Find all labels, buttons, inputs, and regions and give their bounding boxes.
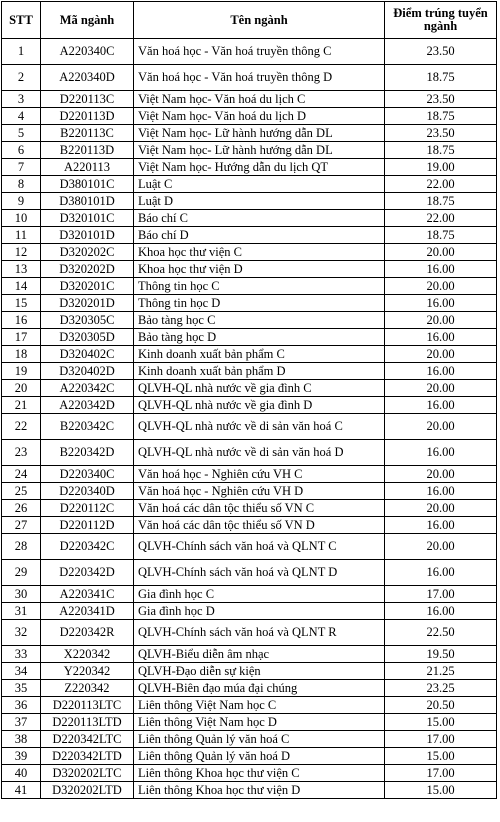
- table-row: [2, 603, 497, 620]
- cell-stt: 7: [2, 159, 41, 176]
- cell-ten-nganh: Liên thông Việt Nam học D: [134, 714, 385, 731]
- cell-stt: 32: [2, 620, 41, 646]
- cell-stt: 8: [2, 176, 41, 193]
- table-row: [2, 159, 497, 176]
- cell-diem: 18.75: [385, 142, 497, 159]
- cell-stt: 34: [2, 663, 41, 680]
- cell-diem: 18.75: [385, 65, 497, 91]
- cell-stt: 25: [2, 483, 41, 500]
- cell-diem: 22.00: [385, 176, 497, 193]
- table-body: [2, 39, 497, 799]
- cell-diem: 16.00: [385, 440, 497, 466]
- document: [1, 1, 497, 799]
- cell-diem: 20.00: [385, 414, 497, 440]
- cell-stt: 24: [2, 466, 41, 483]
- cell-diem: 16.00: [385, 483, 497, 500]
- table-row: [2, 517, 497, 534]
- cell-ten-nganh: QLVH-QL nhà nước về gia đình D: [134, 397, 385, 414]
- cell-diem: 22.00: [385, 210, 497, 227]
- cell-ma-nganh: D380101D: [41, 193, 134, 210]
- cell-ten-nganh: Việt Nam học- Lữ hành hướng dẫn DL: [134, 142, 385, 159]
- cell-stt: 12: [2, 244, 41, 261]
- cell-ma-nganh: D320305C: [41, 312, 134, 329]
- cell-ma-nganh: A220342D: [41, 397, 134, 414]
- table-row: [2, 329, 497, 346]
- cell-diem: 16.00: [385, 295, 497, 312]
- cell-ma-nganh: D220342R: [41, 620, 134, 646]
- header-ten-nganh: Tên ngành: [134, 2, 385, 39]
- header-ma-nganh: Mã ngành: [41, 2, 134, 39]
- table-row: [2, 142, 497, 159]
- cell-stt: 33: [2, 646, 41, 663]
- cell-ma-nganh: D220340D: [41, 483, 134, 500]
- table-row: [2, 39, 497, 65]
- cell-ma-nganh: A220341D: [41, 603, 134, 620]
- cell-diem: 16.00: [385, 363, 497, 380]
- cell-ten-nganh: Văn hoá học - Nghiên cứu VH D: [134, 483, 385, 500]
- cell-diem: 19.00: [385, 159, 497, 176]
- cell-stt: 11: [2, 227, 41, 244]
- cell-stt: 26: [2, 500, 41, 517]
- cell-stt: 21: [2, 397, 41, 414]
- cell-ma-nganh: X220342: [41, 646, 134, 663]
- cell-stt: 28: [2, 534, 41, 560]
- cell-diem: 18.75: [385, 108, 497, 125]
- cell-stt: 15: [2, 295, 41, 312]
- cell-ten-nganh: QLVH-Biên đạo múa đại chúng: [134, 680, 385, 697]
- cell-ten-nganh: QLVH-Biểu diễn âm nhạc: [134, 646, 385, 663]
- cell-diem: 17.00: [385, 586, 497, 603]
- table-row: [2, 278, 497, 295]
- cell-diem: 20.00: [385, 312, 497, 329]
- table-row: [2, 500, 497, 517]
- cell-ma-nganh: D380101C: [41, 176, 134, 193]
- cell-ma-nganh: D220113C: [41, 91, 134, 108]
- table-row: [2, 312, 497, 329]
- cell-diem: 23.50: [385, 125, 497, 142]
- table-row: [2, 440, 497, 466]
- table-row: [2, 125, 497, 142]
- cell-stt: 35: [2, 680, 41, 697]
- cell-ma-nganh: D220112C: [41, 500, 134, 517]
- cell-stt: 3: [2, 91, 41, 108]
- cell-ma-nganh: D320202D: [41, 261, 134, 278]
- cell-stt: 18: [2, 346, 41, 363]
- cell-diem: 16.00: [385, 261, 497, 278]
- table-row: [2, 261, 497, 278]
- cell-diem: 16.00: [385, 329, 497, 346]
- table-row: [2, 466, 497, 483]
- cell-diem: 17.00: [385, 765, 497, 782]
- cell-ma-nganh: D220342C: [41, 534, 134, 560]
- cell-ten-nganh: QLVH-Chính sách văn hoá và QLNT C: [134, 534, 385, 560]
- table-row: [2, 193, 497, 210]
- cell-diem: 17.00: [385, 731, 497, 748]
- cell-stt: 20: [2, 380, 41, 397]
- cell-ten-nganh: Việt Nam học- Lữ hành hướng dẫn DL: [134, 125, 385, 142]
- table-row: [2, 244, 497, 261]
- cell-stt: 41: [2, 782, 41, 799]
- cell-stt: 13: [2, 261, 41, 278]
- cell-diem: 23.50: [385, 91, 497, 108]
- table-row: [2, 210, 497, 227]
- cell-ma-nganh: D320202LTD: [41, 782, 134, 799]
- cell-ten-nganh: Liên thông Quản lý văn hoá C: [134, 731, 385, 748]
- cell-ten-nganh: Bảo tàng học D: [134, 329, 385, 346]
- cell-diem: 22.50: [385, 620, 497, 646]
- cell-ma-nganh: D320201C: [41, 278, 134, 295]
- table-header-row: [2, 2, 497, 39]
- cell-ma-nganh: A220113: [41, 159, 134, 176]
- cell-ten-nganh: QLVH-Chính sách văn hoá và QLNT D: [134, 560, 385, 586]
- table-row: [2, 380, 497, 397]
- cell-ten-nganh: Liên thông Việt Nam học C: [134, 697, 385, 714]
- cell-ten-nganh: Việt Nam học- Hướng dẫn du lịch QT: [134, 159, 385, 176]
- cell-stt: 22: [2, 414, 41, 440]
- cell-ten-nganh: QLVH-Chính sách văn hoá và QLNT R: [134, 620, 385, 646]
- table-row: [2, 560, 497, 586]
- cell-ten-nganh: QLVH-Đạo diễn sự kiện: [134, 663, 385, 680]
- cell-ma-nganh: D220113LTD: [41, 714, 134, 731]
- table-row: [2, 65, 497, 91]
- cell-stt: 39: [2, 748, 41, 765]
- cell-diem: 20.00: [385, 534, 497, 560]
- cell-ma-nganh: A220342C: [41, 380, 134, 397]
- table-row: [2, 680, 497, 697]
- cell-ma-nganh: D320402D: [41, 363, 134, 380]
- table-row: [2, 363, 497, 380]
- cell-ma-nganh: B220342C: [41, 414, 134, 440]
- cell-ma-nganh: A220340D: [41, 65, 134, 91]
- cell-diem: 20.00: [385, 244, 497, 261]
- cell-stt: 31: [2, 603, 41, 620]
- table-row: [2, 748, 497, 765]
- cell-ma-nganh: D320202C: [41, 244, 134, 261]
- cell-ten-nganh: Kinh doanh xuất bản phẩm C: [134, 346, 385, 363]
- table-row: [2, 765, 497, 782]
- cell-ten-nganh: Luật C: [134, 176, 385, 193]
- table-row: [2, 534, 497, 560]
- cell-stt: 27: [2, 517, 41, 534]
- cell-diem: 16.00: [385, 603, 497, 620]
- cell-ma-nganh: B220113C: [41, 125, 134, 142]
- cell-stt: 23: [2, 440, 41, 466]
- header-stt: STT: [2, 2, 41, 39]
- cell-ten-nganh: Văn hoá các dân tộc thiểu số VN D: [134, 517, 385, 534]
- table-row: [2, 397, 497, 414]
- table-row: [2, 697, 497, 714]
- table-row: [2, 714, 497, 731]
- cell-ten-nganh: Khoa học thư viện D: [134, 261, 385, 278]
- cell-diem: 19.50: [385, 646, 497, 663]
- cell-ten-nganh: Văn hoá học - Văn hoá truyền thông C: [134, 39, 385, 65]
- cell-stt: 2: [2, 65, 41, 91]
- cell-ten-nganh: Báo chí D: [134, 227, 385, 244]
- cell-stt: 29: [2, 560, 41, 586]
- table-row: [2, 731, 497, 748]
- table-row: [2, 346, 497, 363]
- cell-diem: 23.50: [385, 39, 497, 65]
- cell-ma-nganh: Y220342: [41, 663, 134, 680]
- cell-ma-nganh: A220340C: [41, 39, 134, 65]
- admission-score-table: [1, 1, 497, 799]
- cell-diem: 16.00: [385, 560, 497, 586]
- cell-stt: 14: [2, 278, 41, 295]
- table-row: [2, 227, 497, 244]
- cell-diem: 16.00: [385, 397, 497, 414]
- cell-ma-nganh: D320101C: [41, 210, 134, 227]
- cell-stt: 17: [2, 329, 41, 346]
- cell-diem: 15.00: [385, 714, 497, 731]
- cell-stt: 36: [2, 697, 41, 714]
- cell-ten-nganh: Gia đình học C: [134, 586, 385, 603]
- cell-stt: 6: [2, 142, 41, 159]
- cell-ma-nganh: D320201D: [41, 295, 134, 312]
- cell-diem: 18.75: [385, 193, 497, 210]
- cell-diem: 20.00: [385, 380, 497, 397]
- cell-ma-nganh: B220342D: [41, 440, 134, 466]
- cell-ma-nganh: D220342D: [41, 560, 134, 586]
- cell-stt: 38: [2, 731, 41, 748]
- cell-ma-nganh: D220112D: [41, 517, 134, 534]
- table-row: [2, 646, 497, 663]
- cell-ma-nganh: D320101D: [41, 227, 134, 244]
- cell-ten-nganh: Liên thông Khoa học thư viện C: [134, 765, 385, 782]
- cell-ten-nganh: Thông tin học D: [134, 295, 385, 312]
- cell-ma-nganh: A220341C: [41, 586, 134, 603]
- cell-diem: 15.00: [385, 782, 497, 799]
- cell-diem: 15.00: [385, 748, 497, 765]
- cell-stt: 16: [2, 312, 41, 329]
- table-row: [2, 663, 497, 680]
- cell-ten-nganh: Việt Nam học- Văn hoá du lịch D: [134, 108, 385, 125]
- cell-ma-nganh: D220342LTD: [41, 748, 134, 765]
- cell-ten-nganh: Liên thông Quản lý văn hoá D: [134, 748, 385, 765]
- cell-ten-nganh: Luật D: [134, 193, 385, 210]
- cell-diem: 20.50: [385, 697, 497, 714]
- cell-ma-nganh: D220340C: [41, 466, 134, 483]
- cell-ten-nganh: Liên thông Khoa học thư viện D: [134, 782, 385, 799]
- cell-diem: 21.25: [385, 663, 497, 680]
- table-row: [2, 91, 497, 108]
- cell-ma-nganh: D320402C: [41, 346, 134, 363]
- cell-ten-nganh: Việt Nam học- Văn hoá du lịch C: [134, 91, 385, 108]
- cell-diem: 23.25: [385, 680, 497, 697]
- cell-ten-nganh: Văn hoá học - Văn hoá truyền thông D: [134, 65, 385, 91]
- cell-stt: 37: [2, 714, 41, 731]
- cell-diem: 16.00: [385, 517, 497, 534]
- cell-ten-nganh: QLVH-QL nhà nước về di sản văn hoá D: [134, 440, 385, 466]
- cell-ten-nganh: Kinh doanh xuất bản phẩm D: [134, 363, 385, 380]
- cell-ten-nganh: Văn hoá các dân tộc thiểu số VN C: [134, 500, 385, 517]
- table-row: [2, 108, 497, 125]
- table-row: [2, 586, 497, 603]
- header-diem-trung-tuyen: Điểm trúng tuyển ngành: [385, 2, 497, 39]
- cell-ten-nganh: Thông tin học C: [134, 278, 385, 295]
- cell-ten-nganh: Văn hoá học - Nghiên cứu VH C: [134, 466, 385, 483]
- cell-ten-nganh: QLVH-QL nhà nước về di sản văn hoá C: [134, 414, 385, 440]
- cell-diem: 18.75: [385, 227, 497, 244]
- cell-stt: 30: [2, 586, 41, 603]
- cell-stt: 1: [2, 39, 41, 65]
- cell-stt: 4: [2, 108, 41, 125]
- table-row: [2, 295, 497, 312]
- cell-ma-nganh: D220342LTC: [41, 731, 134, 748]
- cell-stt: 10: [2, 210, 41, 227]
- cell-ma-nganh: Z220342: [41, 680, 134, 697]
- cell-ten-nganh: Báo chí C: [134, 210, 385, 227]
- cell-ten-nganh: Bảo tàng học C: [134, 312, 385, 329]
- cell-diem: 20.00: [385, 278, 497, 295]
- cell-diem: 20.00: [385, 466, 497, 483]
- cell-ten-nganh: Gia đình học D: [134, 603, 385, 620]
- cell-ma-nganh: D220113LTC: [41, 697, 134, 714]
- table-row: [2, 176, 497, 193]
- table-row: [2, 782, 497, 799]
- cell-ten-nganh: QLVH-QL nhà nước về gia đình C: [134, 380, 385, 397]
- cell-stt: 5: [2, 125, 41, 142]
- cell-diem: 20.00: [385, 500, 497, 517]
- cell-stt: 9: [2, 193, 41, 210]
- cell-ma-nganh: D320305D: [41, 329, 134, 346]
- cell-ma-nganh: B220113D: [41, 142, 134, 159]
- cell-stt: 40: [2, 765, 41, 782]
- table-row: [2, 620, 497, 646]
- cell-ma-nganh: D220113D: [41, 108, 134, 125]
- cell-ten-nganh: Khoa học thư viện C: [134, 244, 385, 261]
- cell-diem: 20.00: [385, 346, 497, 363]
- cell-ma-nganh: D320202LTC: [41, 765, 134, 782]
- table-row: [2, 483, 497, 500]
- table-row: [2, 414, 497, 440]
- cell-stt: 19: [2, 363, 41, 380]
